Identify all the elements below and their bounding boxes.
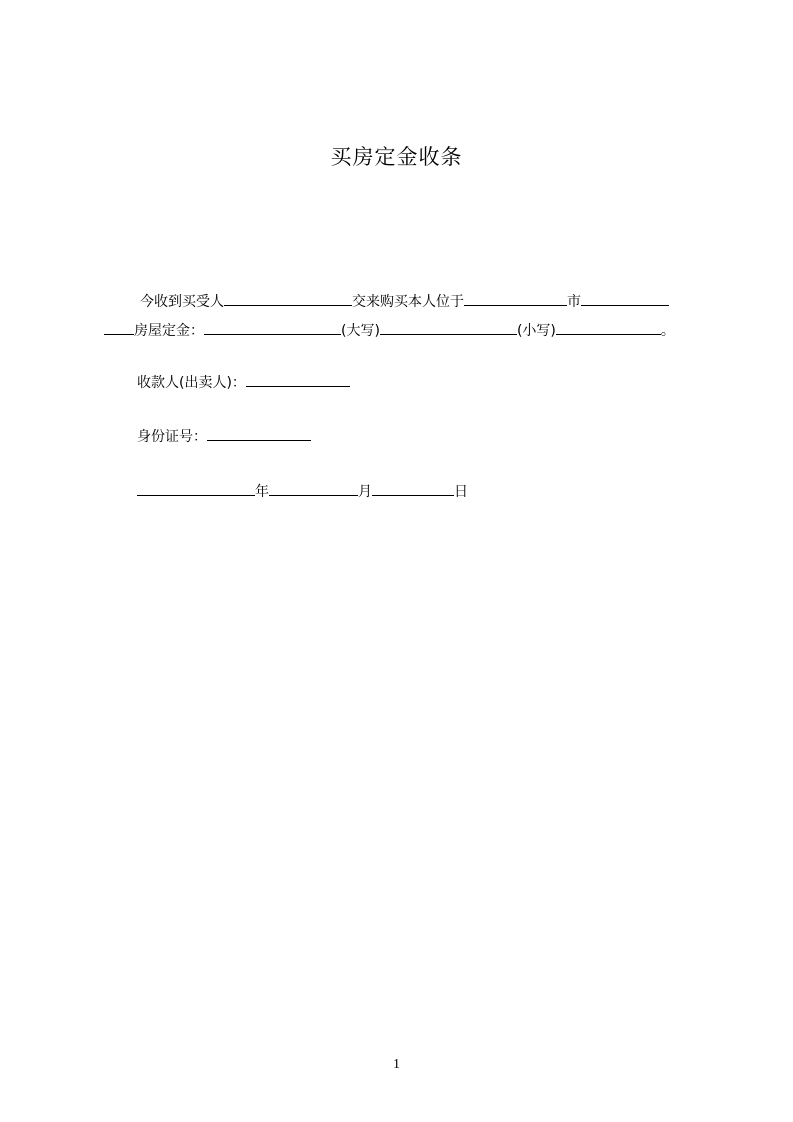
id-number-line [137,425,311,447]
city-blank [581,290,669,306]
month-blank [269,480,358,496]
document-title: 买房定金收条 [330,145,463,169]
city-text: 市 [567,294,581,310]
amount-in-figures-blank [380,319,517,335]
day-blank [372,480,454,496]
period-text: 。 [660,323,675,339]
received-from-text: 今收到买受人 [140,294,224,310]
amount-in-words-blank [204,319,341,335]
id-number-label: 身份证号： [137,429,207,445]
purchase-location-text: 交来购买本人位于 [352,294,464,310]
continuation-blank [104,319,134,335]
date-line [137,480,468,502]
receipt-line-2 [104,319,675,341]
deposit-label: 房屋定金： [134,323,204,339]
year-blank [137,480,255,496]
payee-blank [246,371,350,387]
amount-in-figures-label: (小写) [516,323,556,339]
amount-in-words-label: (大写) [341,323,380,339]
year-label: 年 [255,484,269,500]
payee-label: 收款人(出卖人)： [137,375,246,391]
id-number-blank [207,425,311,441]
page-number: 1 [393,1057,400,1072]
month-label: 月 [358,484,372,500]
buyer-name-blank [224,290,352,306]
amount-figures-value-blank [556,319,661,335]
day-label: 日 [454,484,468,500]
payee-line [137,371,350,393]
receipt-line-1 [140,290,669,312]
location-blank [464,290,567,306]
